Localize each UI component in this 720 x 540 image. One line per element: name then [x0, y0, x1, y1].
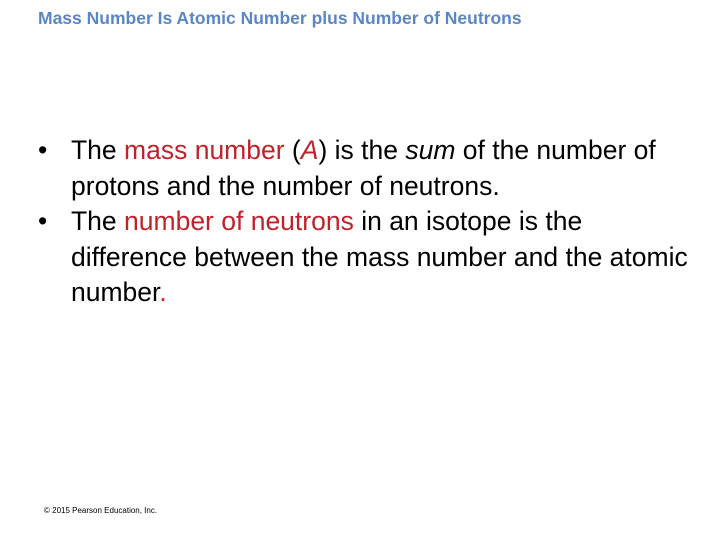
bullet-segment: ( — [284, 135, 301, 165]
bullet-segment: The — [71, 206, 125, 236]
bullet-item-number-of-neutrons — [38, 204, 688, 311]
bullet-marker: • — [38, 206, 48, 236]
bullet-marker: • — [38, 135, 48, 165]
copyright-notice: © 2015 Pearson Education, Inc. — [44, 506, 158, 515]
bullet-segment-italic: sum — [405, 135, 456, 165]
bullet-segment: ) is the — [318, 135, 406, 165]
bullet-list — [38, 133, 688, 311]
bullet-segment: in an isotope is the difference between the mass number and the atomic number — [71, 206, 688, 307]
bullet-item-mass-number — [38, 133, 688, 204]
bullet-segment-italic: A — [300, 135, 319, 165]
bullet-segment-highlight: . — [159, 277, 167, 307]
bullet-segment-highlight: number of neutrons — [124, 206, 354, 236]
slide-title: Mass Number Is Atomic Number plus Number of Neutrons — [38, 8, 522, 28]
bullet-segment: The — [71, 135, 125, 165]
bullet-segment-highlight: mass number — [124, 135, 285, 165]
bullet-segment: of the number of protons and the number of neutrons. — [71, 135, 656, 201]
